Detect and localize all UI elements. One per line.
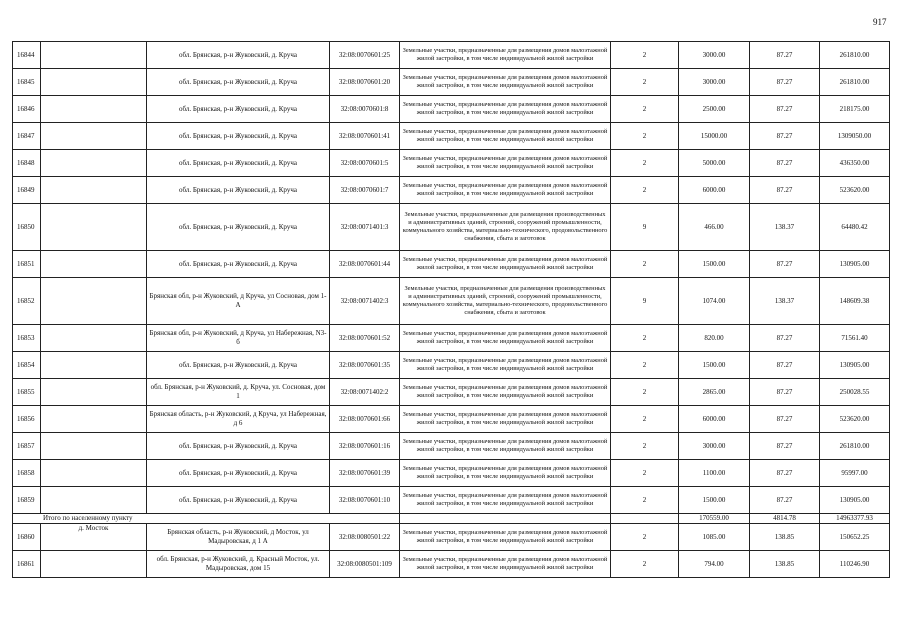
row-address: обл. Брянская, р-н Жуковский, д. Круча xyxy=(147,177,330,204)
table-row xyxy=(13,69,890,96)
row-cadastral-value: 218175.00 xyxy=(820,96,890,123)
row-address: обл. Брянская, р-н Жуковский, д. Круча, ул. Сосновая, дом 1 xyxy=(147,379,330,406)
row-cadastral-number: 32:08:0070601:25 xyxy=(330,42,400,69)
row-number: 16849 xyxy=(13,177,41,204)
row-cadastral-value: 110246.90 xyxy=(820,551,890,578)
row-land-use-type: Земельные участки, предназначенные для размещения домов малоэтажной жилой застройки, в том числе индивидуальной жилой застройки xyxy=(400,251,611,278)
row-area: 2500.00 xyxy=(679,96,750,123)
table-row xyxy=(13,379,890,406)
row-number: 16858 xyxy=(13,460,41,487)
total-empty-cell xyxy=(611,514,679,524)
row-land-use-type: Земельные участки, предназначенные для размещения производственных и административных зданий, строений, сооружений промышленности, коммунального хозяйства, материально-технического, продовольственного снабжения, сбыта и заготовок xyxy=(400,278,611,325)
row-area: 6000.00 xyxy=(679,406,750,433)
row-cadastral-value: 150652.25 xyxy=(820,524,890,551)
row-cadastral-value: 95997.00 xyxy=(820,460,890,487)
row-land-use-type: Земельные участки, предназначенные для размещения домов малоэтажной жилой застройки, в том числе индивидуальной жилой застройки xyxy=(400,352,611,379)
row-empty-cell xyxy=(41,251,147,278)
row-group: 2 xyxy=(611,487,679,514)
total-empty-cell xyxy=(400,514,611,524)
row-address: обл. Брянская, р-н Жуковский, д. Круча xyxy=(147,433,330,460)
row-number: 16856 xyxy=(13,406,41,433)
row-number: 16857 xyxy=(13,433,41,460)
total-area: 170559.00 xyxy=(679,514,750,524)
table-row xyxy=(13,204,890,251)
row-cadastral-value: 523620.00 xyxy=(820,177,890,204)
row-empty-cell xyxy=(41,177,147,204)
row-group: 9 xyxy=(611,204,679,251)
row-group: 2 xyxy=(611,352,679,379)
row-empty-cell xyxy=(41,278,147,325)
row-land-use-type: Земельные участки, предназначенные для размещения домов малоэтажной жилой застройки, в том числе индивидуальной жилой застройки xyxy=(400,177,611,204)
row-area: 1100.00 xyxy=(679,460,750,487)
row-cadastral-value: 261810.00 xyxy=(820,42,890,69)
row-address: Брянская область, р-н Жуковский, д Мосток, ул Мадыровская, д 1 А xyxy=(147,524,330,551)
row-rate: 138.37 xyxy=(750,204,820,251)
table-body-mostok xyxy=(13,524,890,578)
row-number: 16860 xyxy=(13,524,41,551)
row-number: 16847 xyxy=(13,123,41,150)
row-rate: 87.27 xyxy=(750,42,820,69)
row-address: обл. Брянская, р-н Жуковский, д. Круча xyxy=(147,69,330,96)
row-rate: 87.27 xyxy=(750,325,820,352)
row-cadastral-number: 32:08:0080501:22 xyxy=(330,524,400,551)
row-group: 2 xyxy=(611,433,679,460)
table-row xyxy=(13,460,890,487)
row-area: 794.00 xyxy=(679,551,750,578)
row-number: 16854 xyxy=(13,352,41,379)
table-row xyxy=(13,42,890,69)
row-empty-cell xyxy=(41,96,147,123)
total-value: 14963377.93 xyxy=(820,514,890,524)
row-number: 16848 xyxy=(13,150,41,177)
row-empty-cell xyxy=(41,123,147,150)
row-group: 2 xyxy=(611,406,679,433)
row-number: 16859 xyxy=(13,487,41,514)
row-number: 16845 xyxy=(13,69,41,96)
row-rate: 87.27 xyxy=(750,123,820,150)
row-area: 6000.00 xyxy=(679,177,750,204)
row-address: обл. Брянская, р-н Жуковский, д. Круча xyxy=(147,352,330,379)
row-address: обл. Брянская, р-н Жуковский, д. Круча xyxy=(147,204,330,251)
row-rate: 87.27 xyxy=(750,69,820,96)
row-rate: 87.27 xyxy=(750,460,820,487)
row-land-use-type: Земельные участки, предназначенные для размещения домов малоэтажной жилой застройки, в том числе индивидуальной жилой застройки xyxy=(400,69,611,96)
row-area: 1500.00 xyxy=(679,251,750,278)
row-land-use-type: Земельные участки, предназначенные для размещения домов малоэтажной жилой застройки, в том числе индивидуальной жилой застройки xyxy=(400,379,611,406)
row-rate: 87.27 xyxy=(750,433,820,460)
row-cadastral-number: 32:08:0070601:39 xyxy=(330,460,400,487)
total-row xyxy=(13,514,890,524)
row-land-use-type: Земельные участки, предназначенные для размещения домов малоэтажной жилой застройки, в том числе индивидуальной жилой застройки xyxy=(400,460,611,487)
row-land-use-type: Земельные участки, предназначенные для размещения домов малоэтажной жилой застройки, в том числе индивидуальной жилой застройки xyxy=(400,487,611,514)
table-body-kruca xyxy=(13,42,890,514)
row-area: 3000.00 xyxy=(679,433,750,460)
row-number: 16850 xyxy=(13,204,41,251)
row-land-use-type: Земельные участки, предназначенные для размещения домов малоэтажной жилой застройки, в том числе индивидуальной жилой застройки xyxy=(400,150,611,177)
row-group: 2 xyxy=(611,379,679,406)
row-cadastral-number: 32:08:0071402:3 xyxy=(330,278,400,325)
row-land-use-type: Земельные участки, предназначенные для размещения производственных и административных зданий, строений, сооружений промышленности, коммунального хозяйства, материально-технического, продовольственного снабжения, сбыта и заготовок xyxy=(400,204,611,251)
row-number: 16852 xyxy=(13,278,41,325)
table-row xyxy=(13,406,890,433)
table-row xyxy=(13,524,890,551)
row-rate: 87.27 xyxy=(750,251,820,278)
row-cadastral-value: 148609.38 xyxy=(820,278,890,325)
row-cadastral-number: 32:08:0070601:35 xyxy=(330,352,400,379)
row-number: 16846 xyxy=(13,96,41,123)
row-group: 2 xyxy=(611,460,679,487)
row-address: обл. Брянская, р-н Жуковский, д. Круча xyxy=(147,251,330,278)
row-group: 2 xyxy=(611,251,679,278)
row-land-use-type: Земельные участки, предназначенные для размещения домов малоэтажной жилой застройки, в том числе индивидуальной жилой застройки xyxy=(400,96,611,123)
row-empty-cell xyxy=(41,325,147,352)
row-number: 16855 xyxy=(13,379,41,406)
row-rate: 138.37 xyxy=(750,278,820,325)
row-number: 16851 xyxy=(13,251,41,278)
row-rate: 87.27 xyxy=(750,487,820,514)
row-rate: 87.27 xyxy=(750,379,820,406)
row-empty-cell xyxy=(41,551,147,578)
row-address: обл. Брянская, р-н Жуковский, д. Красный Мосток, ул. Мадыровская, дом 15 xyxy=(147,551,330,578)
row-cadastral-number: 32:08:0070601:10 xyxy=(330,487,400,514)
row-group: 2 xyxy=(611,177,679,204)
row-cadastral-number: 32:08:0070601:16 xyxy=(330,433,400,460)
row-address: Брянская область, р-н Жуковский, д Круча, ул Набережная, д 6 xyxy=(147,406,330,433)
row-address: обл. Брянская, р-н Жуковский, д. Круча xyxy=(147,460,330,487)
row-cadastral-number: 32:08:0070601:66 xyxy=(330,406,400,433)
row-land-use-type: Земельные участки, предназначенные для размещения домов малоэтажной жилой застройки, в том числе индивидуальной жилой застройки xyxy=(400,325,611,352)
row-cadastral-value: 64480.42 xyxy=(820,204,890,251)
row-rate: 87.27 xyxy=(750,352,820,379)
row-cadastral-value: 130905.00 xyxy=(820,352,890,379)
row-cadastral-number: 32:08:0071401:3 xyxy=(330,204,400,251)
row-cadastral-value: 71561.40 xyxy=(820,325,890,352)
table-row xyxy=(13,251,890,278)
row-rate: 87.27 xyxy=(750,177,820,204)
row-group: 2 xyxy=(611,96,679,123)
table-row xyxy=(13,123,890,150)
row-address: обл. Брянская, р-н Жуковский, д. Круча xyxy=(147,42,330,69)
row-land-use-type: Земельные участки, предназначенные для размещения домов малоэтажной жилой застройки, в том числе индивидуальной жилой застройки xyxy=(400,406,611,433)
row-empty-cell xyxy=(41,352,147,379)
row-area: 3000.00 xyxy=(679,69,750,96)
row-cadastral-number: 32:08:0070601:44 xyxy=(330,251,400,278)
row-number: 16844 xyxy=(13,42,41,69)
row-area: 5000.00 xyxy=(679,150,750,177)
row-land-use-type: Земельные участки, предназначенные для размещения домов малоэтажной жилой застройки, в том числе индивидуальной жилой застройки xyxy=(400,123,611,150)
row-group: 2 xyxy=(611,123,679,150)
row-cadastral-number: 32:08:0070601:8 xyxy=(330,96,400,123)
row-address: обл. Брянская, р-н Жуковский, д. Круча xyxy=(147,96,330,123)
row-cadastral-value: 130905.00 xyxy=(820,487,890,514)
table-row xyxy=(13,278,890,325)
row-group: 2 xyxy=(611,524,679,551)
row-area: 1500.00 xyxy=(679,352,750,379)
row-cadastral-value: 130905.00 xyxy=(820,251,890,278)
row-address: обл. Брянская, р-н Жуковский, д. Круча xyxy=(147,150,330,177)
row-empty-cell xyxy=(41,460,147,487)
row-empty-cell xyxy=(41,406,147,433)
total-rate: 4814.78 xyxy=(750,514,820,524)
row-area: 1500.00 xyxy=(679,487,750,514)
row-area: 3000.00 xyxy=(679,42,750,69)
row-area: 2865.00 xyxy=(679,379,750,406)
table-row xyxy=(13,177,890,204)
row-group: 2 xyxy=(611,551,679,578)
row-cadastral-value: 261810.00 xyxy=(820,433,890,460)
row-empty-cell xyxy=(41,487,147,514)
row-group: 2 xyxy=(611,150,679,177)
table-row xyxy=(13,433,890,460)
cadastral-value-table xyxy=(12,41,890,578)
row-area: 15000.00 xyxy=(679,123,750,150)
row-land-use-type: Земельные участки, предназначенные для размещения домов малоэтажной жилой застройки, в том числе индивидуальной жилой застройки xyxy=(400,524,611,551)
row-empty-cell xyxy=(41,69,147,96)
row-cadastral-number: 32:08:0080501:109 xyxy=(330,551,400,578)
row-cadastral-value: 436350.00 xyxy=(820,150,890,177)
row-cadastral-value: 523620.00 xyxy=(820,406,890,433)
row-address: обл. Брянская, р-н Жуковский, д. Круча xyxy=(147,487,330,514)
table-row xyxy=(13,96,890,123)
row-land-use-type: Земельные участки, предназначенные для размещения домов малоэтажной жилой застройки, в том числе индивидуальной жилой застройки xyxy=(400,42,611,69)
row-cadastral-value: 250028.55 xyxy=(820,379,890,406)
row-cadastral-number: 32:08:0070601:41 xyxy=(330,123,400,150)
row-area: 1074.00 xyxy=(679,278,750,325)
row-rate: 87.27 xyxy=(750,406,820,433)
row-cadastral-number: 32:08:0070601:5 xyxy=(330,150,400,177)
row-cadastral-number: 32:08:0070601:20 xyxy=(330,69,400,96)
table-total-section xyxy=(13,514,890,524)
page-number: 917 xyxy=(873,17,887,27)
row-cadastral-number: 32:08:0070601:52 xyxy=(330,325,400,352)
row-area: 1085.00 xyxy=(679,524,750,551)
row-address: Брянская обл, р-н Жуковский, д Круча, ул Сосновая, дом 1-А xyxy=(147,278,330,325)
row-empty-cell xyxy=(41,204,147,251)
row-group: 2 xyxy=(611,42,679,69)
row-number: 16861 xyxy=(13,551,41,578)
total-label: Итого по населенному пункту xyxy=(13,514,400,524)
row-rate: 138.85 xyxy=(750,551,820,578)
row-empty-cell xyxy=(41,379,147,406)
row-rate: 87.27 xyxy=(750,96,820,123)
table-row xyxy=(13,487,890,514)
table-row xyxy=(13,150,890,177)
row-group: 9 xyxy=(611,278,679,325)
row-address: Брянская обл, р-н Жуковский, д Круча, ул Набережная, N3-б xyxy=(147,325,330,352)
row-group: 2 xyxy=(611,69,679,96)
row-land-use-type: Земельные участки, предназначенные для размещения домов малоэтажной жилой застройки, в том числе индивидуальной жилой застройки xyxy=(400,433,611,460)
row-area: 820.00 xyxy=(679,325,750,352)
row-rate: 138.85 xyxy=(750,524,820,551)
settlement-name: д. Мосток xyxy=(41,524,147,551)
row-group: 2 xyxy=(611,325,679,352)
row-empty-cell xyxy=(41,433,147,460)
row-cadastral-number: 32:08:0071402:2 xyxy=(330,379,400,406)
row-rate: 87.27 xyxy=(750,150,820,177)
table-row xyxy=(13,551,890,578)
table-row xyxy=(13,352,890,379)
table-row xyxy=(13,325,890,352)
row-cadastral-value: 261810.00 xyxy=(820,69,890,96)
row-empty-cell xyxy=(41,42,147,69)
row-number: 16853 xyxy=(13,325,41,352)
row-area: 466.00 xyxy=(679,204,750,251)
row-cadastral-value: 1309050.00 xyxy=(820,123,890,150)
row-empty-cell xyxy=(41,150,147,177)
row-address: обл. Брянская, р-н Жуковский, д. Круча xyxy=(147,123,330,150)
row-cadastral-number: 32:08:0070601:7 xyxy=(330,177,400,204)
row-land-use-type: Земельные участки, предназначенные для размещения домов малоэтажной жилой застройки, в том числе индивидуальной жилой застройки xyxy=(400,551,611,578)
